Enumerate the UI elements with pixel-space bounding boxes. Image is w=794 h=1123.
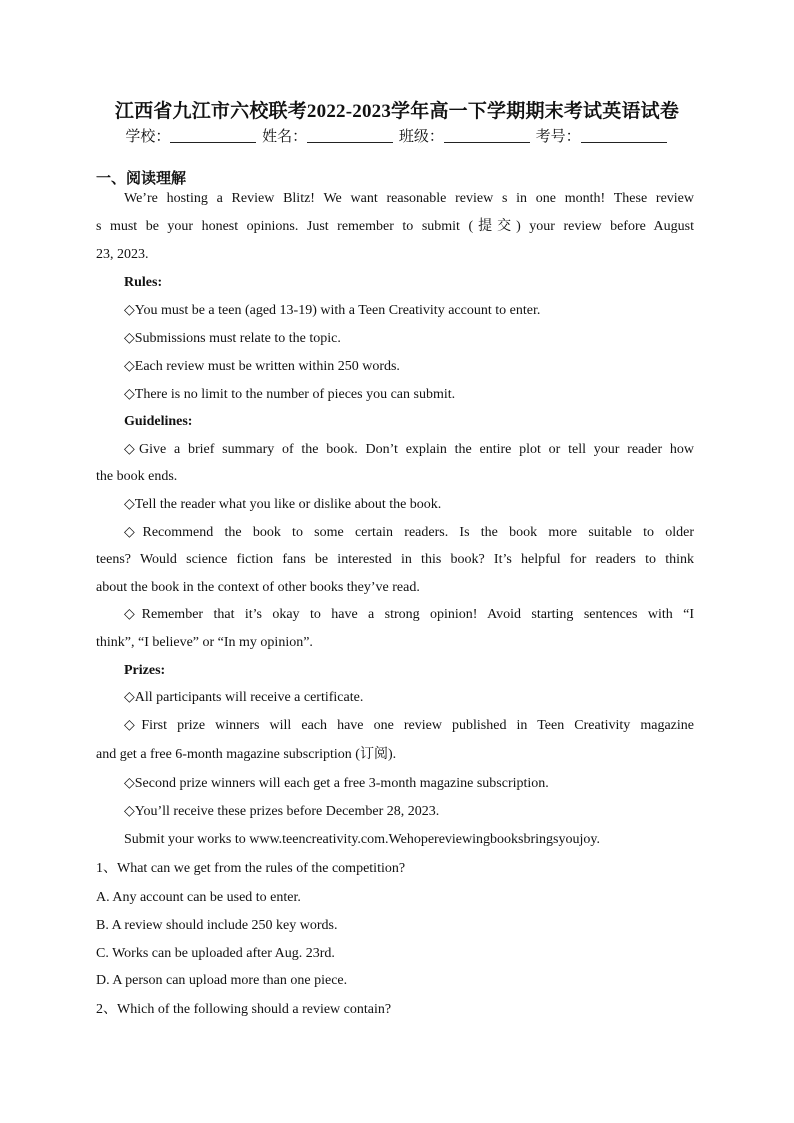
- rule-item: ◇Submissions must relate to the topic.: [124, 331, 341, 346]
- rules-heading: Rules:: [124, 275, 163, 290]
- prize-item: ◇First prize winners will each have one review published in Teen Creativity magazine: [124, 718, 694, 733]
- answer-option[interactable]: A. Any account can be used to enter.: [96, 890, 301, 905]
- prize-item: ◇Second prize winners will each get a free 3-month magazine subscription.: [124, 776, 549, 791]
- submit-line: Submit your works to www.teencreativity.com.Wehopereviewingbooksbringsyoujoy.: [124, 832, 600, 847]
- guideline-item: ◇Tell the reader what you like or dislike about the book.: [124, 497, 442, 512]
- number-blank[interactable]: [581, 128, 667, 143]
- rule-item: ◇You must be a teen (aged 13-19) with a Teen Creativity account to enter.: [124, 303, 541, 318]
- answer-option[interactable]: B. A review should include 250 key words.: [96, 918, 338, 933]
- prize-item: ◇All participants will receive a certificate.: [124, 690, 364, 705]
- rule-item: ◇There is no limit to the number of pieces you can submit.: [124, 387, 456, 402]
- number-label: 考号：: [535, 129, 581, 145]
- answer-option[interactable]: C. Works can be uploaded after Aug. 23rd.: [96, 946, 335, 961]
- prizes-heading: Prizes:: [124, 663, 166, 678]
- name-label: 姓名：: [262, 129, 308, 145]
- rule-item: ◇Each review must be written within 250 words.: [124, 359, 400, 374]
- guideline-item: about the book in the context of other books they’ve read.: [96, 580, 420, 595]
- answer-option[interactable]: D. A person can upload more than one piece.: [96, 973, 348, 988]
- page-title: 江西省九江市六校联考2022-2023学年高一下学期期末考试英语试卷: [114, 101, 680, 122]
- prize-item: ◇You’ll receive these prizes before December 28, 2023.: [124, 804, 440, 819]
- guidelines-heading: Guidelines:: [124, 414, 193, 429]
- section-heading: 一、阅读理解: [96, 171, 187, 187]
- guideline-item: ◇Remember that it’s okay to have a strong opinion! Avoid starting sentences with “I: [124, 607, 694, 622]
- class-label: 班级：: [398, 129, 444, 145]
- name-blank[interactable]: [307, 128, 393, 143]
- guideline-item: ◇Recommend the book to some certain readers. Is the book more suitable to older: [124, 525, 694, 540]
- question-stem: 2、Which of the following should a review contain?: [96, 1002, 392, 1017]
- passage-line: 23, 2023.: [96, 247, 149, 262]
- guideline-item: teens? Would science fiction fans be interested in this book? It’s helpful for readers to think: [96, 552, 694, 567]
- guideline-item: the book ends.: [96, 469, 178, 484]
- student-info-row: [0, 125, 794, 146]
- passage-line: We’re hosting a Review Blitz! We want reasonable review s in one month! These review: [124, 191, 694, 206]
- guideline-item: ◇Give a brief summary of the book. Don’t explain the entire plot or tell your reader how: [124, 442, 694, 457]
- school-blank[interactable]: [170, 128, 256, 143]
- passage-line: s must be your honest opinions. Just remember to submit (提交) your review before August: [96, 219, 694, 234]
- guideline-item: think”, “I believe” or “In my opinion”.: [96, 635, 313, 650]
- prize-item: and get a free 6-month magazine subscription (订阅).: [96, 747, 397, 762]
- class-blank[interactable]: [444, 128, 530, 143]
- school-label: 学校：: [125, 129, 171, 145]
- question-stem: 1、What can we get from the rules of the competition?: [96, 861, 406, 876]
